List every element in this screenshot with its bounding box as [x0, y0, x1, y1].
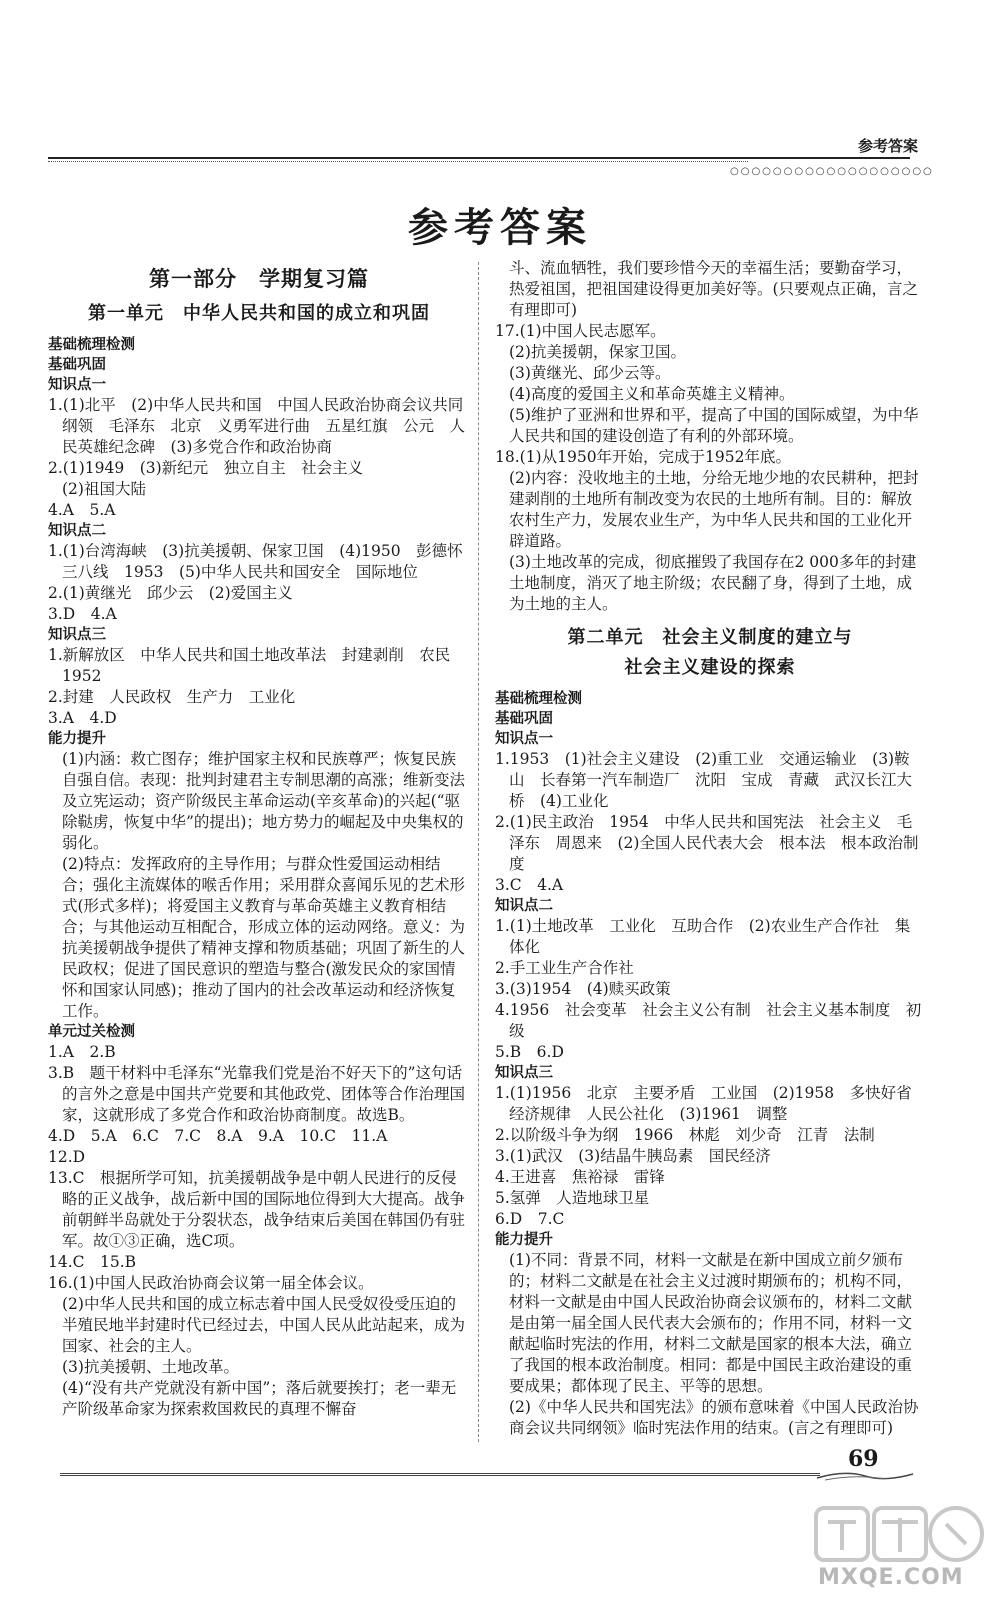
- answer-line: (2)抗美援朝，保家卫国。: [509, 343, 686, 361]
- section-heading: 基础巩固: [48, 357, 106, 373]
- left-column: [48, 262, 479, 1420]
- running-header: 参考答案: [857, 137, 918, 155]
- answer-line: (2)内容：没收地主的土地，分给无地少地的农民耕种，把封建剥削的土地所有制改变为农民的土地所有制。目的：解放农村生产力，发展农业生产，为中华人民共和国的工业化开辟道路。: [509, 469, 919, 550]
- footer-swash-ornament: [815, 1468, 915, 1482]
- section-heading: 能力提升: [495, 1232, 553, 1248]
- answer-line: 3.C 4.A: [495, 876, 564, 894]
- section-heading: 知识点一: [48, 377, 106, 393]
- answer-line: 2.以阶级斗争为纲 1966 林彪 刘少奇 江青 法制: [495, 1126, 875, 1144]
- section-heading: 基础巩固: [495, 711, 553, 727]
- answer-line: 2.(1)1949 (3)新纪元 独立自主 社会主义: [48, 459, 364, 477]
- right-column: [495, 258, 928, 1439]
- section-heading: 基础梳理检测: [495, 691, 582, 707]
- answer-line: 2.(1)民主政治 1954 中华人民共和国宪法 社会主义 毛泽东 周恩来 (2)全国人民代表大会 根本法 根本政治制度: [495, 813, 919, 873]
- section-heading: 知识点二: [495, 898, 553, 914]
- answer-line: 3.(3)1954 (4)赎买政策: [495, 980, 671, 998]
- answer-line: (3)抗美援朝、土地改革。: [62, 1358, 239, 1376]
- answer-line: 1.新解放区 中华人民共和国土地改革法 封建剥削 农民 1952: [48, 646, 466, 685]
- answer-line: (1)不同：背景不同，材料一文献是在新中国成立前夕颁布的；材料二文献是在社会主义过渡时期颁布的；机构不同，材料一文献是由中国人民政治协商会议颁布的，材料二文献是由第一届全国人民代表大会颁布的；作用不同，材料一文献起临时宪法的作用，材料二文献是国家的根本大法，确立了我国的根本政治制度。相同：都是中国民主政治建设的重要成果；都体现了民主、平等的思想。: [509, 1251, 913, 1395]
- section-heading: 知识点二: [48, 523, 106, 539]
- answer-line: 1.(1)1956 北京 主要矛盾 工业国 (2)1958 多快好省 经济规律 人民公社化 (3)1961 调整: [495, 1084, 928, 1123]
- answer-line: 17.(1)中国人民志愿军。: [495, 322, 666, 340]
- unit-title-2: [495, 623, 925, 683]
- answer-line: (3)黄继光、邱少云等。: [509, 364, 671, 382]
- answer-line: 16.(1)中国人民政治协商会议第一届全体会议。: [48, 1274, 374, 1292]
- answer-line: 3.B 题干材料中毛泽东“光靠我们党是治不好天下的”这句话的言外之意是中国共产党要和其他政党、团体等合作治理国家，这就形成了多党合作和政治协商制度。故选B。: [48, 1064, 466, 1124]
- answer-line: 2.封建 人民政权 生产力 工业化: [48, 688, 296, 706]
- answer-line: (4)“没有共产党就没有新中国”；落后就要挨打；老一辈无产阶级革命家为探索救国救民的真理不懈奋: [62, 1379, 457, 1418]
- unit-title: 第一单元 中华人民共和国的成立和巩固: [88, 303, 430, 324]
- answer-line: (2)《中华人民共和国宪法》的颁布意味着《中国人民政治协商会议共同纲领》临时宪法作用的结束。(言之有理即可): [509, 1398, 919, 1437]
- answer-line: 5.B 6.D: [495, 1043, 564, 1061]
- header-rule-dotted: [48, 161, 748, 162]
- section-heading: 能力提升: [48, 731, 106, 747]
- answer-line: 1.(1)北平 (2)中华人民共和国 中国人民政治协商会议共同纲领 毛泽东 北京 义勇军进行曲 五星红旗 公元 人民英雄纪念碑 (3)多党合作和政治协商: [48, 396, 466, 456]
- answer-line: 1.A 2.B: [48, 1043, 116, 1061]
- answer-line: 6.D 7.C: [495, 1210, 565, 1228]
- answer-line: 4.1956 社会变革 社会主义公有制 社会主义基本制度 初级: [495, 1001, 922, 1040]
- header-ornament: ○○○○○○○○○○○○○○○○○○○: [730, 166, 934, 177]
- answer-line: 12.D: [48, 1148, 86, 1166]
- answer-line: 4.D 5.A 6.C 7.C 8.A 9.A 10.C 11.A: [48, 1127, 388, 1145]
- answer-line: (2)祖国大陆: [62, 480, 146, 498]
- column-divider: [478, 262, 479, 1442]
- answer-line: 1.1953 (1)社会主义建设 (2)重工业 交通运输业 (3)鞍山 长春第一汽车制造厂 沈阳 宝成 青藏 武汉长江大桥 (4)工业化: [495, 750, 913, 810]
- answer-line: (2)中华人民共和国的成立标志着中国人民受奴役受压迫的半殖民地半封建时代已经过去，中国人民从此站起来，成为国家、社会的主人。: [62, 1295, 466, 1355]
- section-heading: 知识点三: [495, 1065, 553, 1081]
- answer-line: 1.(1)土地改革 工业化 互助合作 (2)农业生产合作社 集体化: [495, 917, 911, 956]
- section-heading: 知识点一: [495, 731, 553, 747]
- answer-line: 斗、流血牺牲，我们要珍惜今天的幸福生活；要勤奋学习，热爱祖国，把祖国建设得更加美好等。(只要观点正确，言之有理即可): [509, 259, 919, 319]
- header-rule: [48, 157, 910, 159]
- answer-line: (1)内涵：救亡图存；维护国家主权和民族尊严；恢复民族自强自信。表现：批判封建君主专制思潮的高涨；维新变法及立宪运动；资产阶级民主革命运动(辛亥革命)的兴起(“驱除鞑虏，恢复中华”的提出)；地方势力的崛起及中央集权的弱化。: [62, 750, 466, 852]
- answer-line: (3)土地改革的完成，彻底摧毁了我国存在2 000多年的封建土地制度，消灭了地主阶级；农民翻了身，得到了土地，成为土地的主人。: [509, 553, 917, 613]
- right-answer-list-a: [495, 258, 925, 615]
- answer-line: 14.C 15.B: [48, 1253, 137, 1271]
- answer-line: 5.氢弹 人造地球卫星: [495, 1189, 650, 1207]
- answer-line: 4.王进喜 焦裕禄 雷锋: [495, 1168, 665, 1186]
- part-title: 第一部分 学期复习篇: [149, 266, 369, 291]
- answer-line: (2)特点：发挥政府的主导作用；与群众性爱国运动相结合；强化主流媒体的喉舌作用；采用群众喜闻乐见的艺术形式(形式多样)；将爱国主义教育与革命英雄主义教育相结合；与其他运动互相配合，形成立体的运动网络。意义：为抗美援朝战争提供了精神支撑和物质基础；巩固了新生的人民政权；促进了国民意识的塑造与整合(激发民众的家国情怀和国家认同感)；推动了国内的社会改革运动和经济恢复工作。: [62, 855, 466, 1020]
- answer-line: 1.(1)台湾海峡 (3)抗美援朝、保家卫国 (4)1950 彭德怀 三八线 1953 (5)中华人民共和国安全 国际地位: [48, 542, 479, 581]
- answer-line: (4)高度的爱国主义和革命英雄主义精神。: [509, 385, 795, 403]
- watermark-site: MXQE.COM: [818, 1565, 964, 1590]
- section-heading: 基础梳理检测: [48, 337, 135, 353]
- unit-title-2-line1: 第二单元 社会主义制度的建立与: [567, 627, 853, 648]
- right-answer-list-b: [495, 689, 928, 1439]
- answer-line: 2.手工业生产合作社: [495, 959, 634, 977]
- section-heading: 单元过关检测: [48, 1024, 135, 1040]
- answer-line: 3.D 4.A: [48, 605, 117, 623]
- answer-line: 3.(1)武汉 (3)结晶牛胰岛素 国民经济: [495, 1147, 771, 1165]
- unit-title-2-line2: 社会主义建设的探索: [624, 657, 796, 678]
- answer-line: 2.(1)黄继光 邱少云 (2)爱国主义: [48, 584, 293, 602]
- left-answer-list: [48, 335, 479, 1420]
- page-title: 参考答案: [408, 204, 592, 251]
- answer-line: (5)维护了亚洲和世界和平，提高了中国的国际威望，为中华人民共和国的建设创造了有利的外部环境。: [509, 406, 919, 445]
- answer-line: 4.A 5.A: [48, 501, 116, 519]
- answer-line: 18.(1)从1950年开始，完成于1952年底。: [495, 448, 791, 466]
- section-heading: 知识点三: [48, 627, 106, 643]
- footer-rule: [60, 1473, 820, 1476]
- page-number: 69: [848, 1446, 879, 1472]
- answer-line: 13.C 根据所学可知，抗美援朝战争是中朝人民进行的反侵略的正义战争，战后新中国的国际地位得到大大提高。战争前朝鲜半岛就处于分裂状态，战争结束后美国在韩国仍有驻军。故①③正确，选C项。: [48, 1169, 466, 1250]
- answer-line: 3.A 4.D: [48, 709, 117, 727]
